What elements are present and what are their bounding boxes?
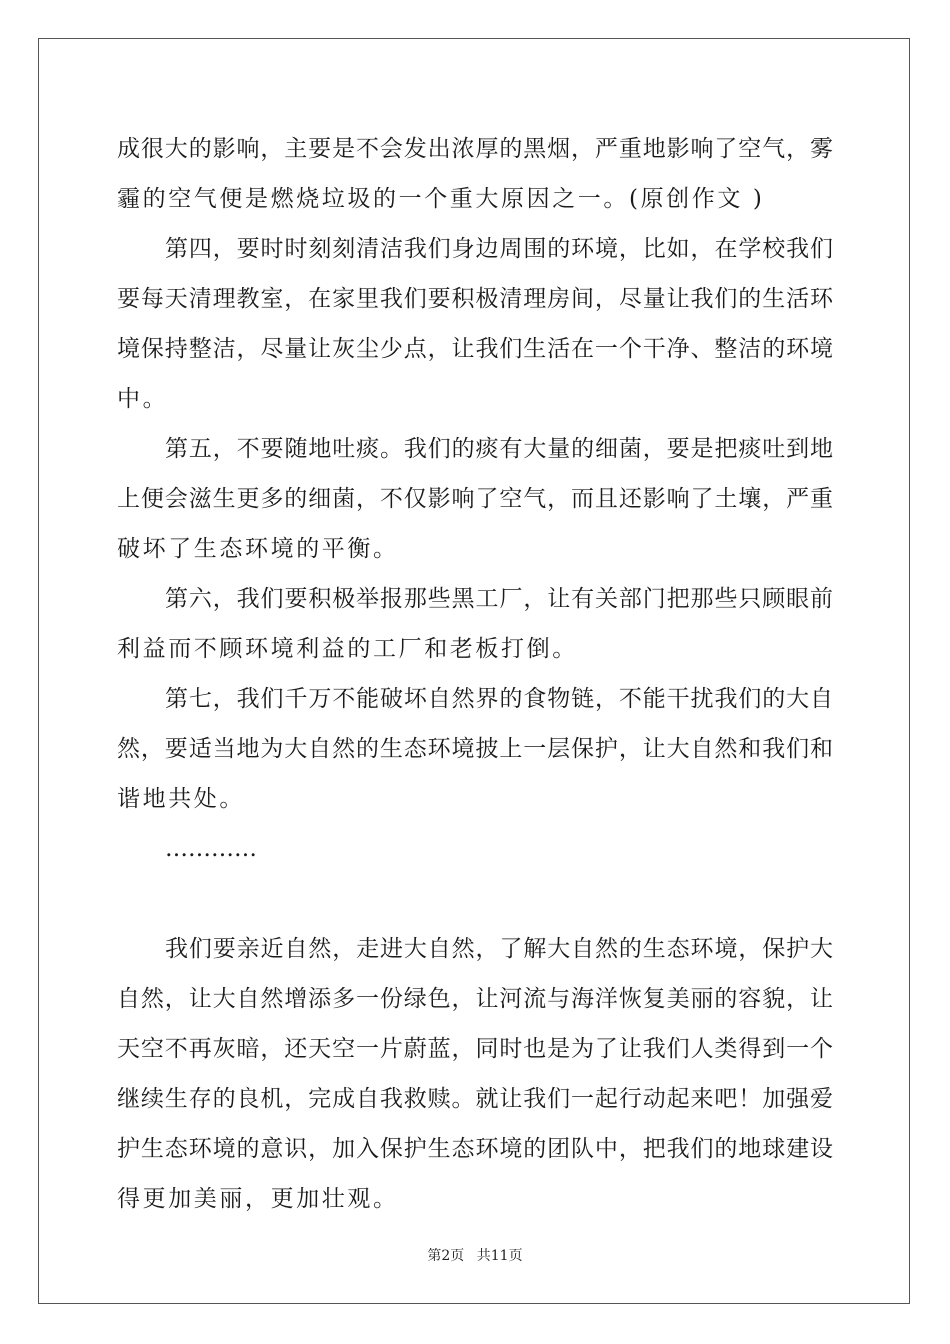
text-line: 霾的空气便是燃烧垃圾的一个重大原因之一。(原创作文 ) [117,186,765,212]
paragraph-start: 第七，我们千万不能破坏自然界的食物链，不能干扰我们的大自 [165,686,833,712]
paragraph-start: 第五，不要随地吐痰。我们的痰有大量的细菌，要是把痰吐到地 [165,436,833,462]
text-line: 然，要适当地为大自然的生态环境披上一层保护，让大自然和我们和 [117,736,833,762]
paragraph-start: 第四，要时时刻刻清洁我们身边周围的环境，比如，在学校我们 [165,236,833,262]
text-line: 谐地共处。 [117,786,245,812]
text-line: 破坏了生态环境的平衡。 [117,536,399,562]
paragraph-gap [117,874,833,924]
text-line: 自然，让大自然增添多一份绿色，让河流与海洋恢复美丽的容貌，让 [117,986,833,1012]
current-page-number: 第2页 [427,1248,465,1264]
ellipsis-separator: ………… [165,836,257,862]
text-line: 境保持整洁，尽量让灰尘少点，让我们生活在一个干净、整洁的环境 [117,336,833,362]
text-line: 得更加美丽，更加壮观。 [117,1186,399,1212]
text-line: 成很大的影响，主要是不会发出浓厚的黑烟，严重地影响了空气，雾 [117,136,833,162]
text-line: 中。 [117,386,169,412]
text-line: 护生态环境的意识，加入保护生态环境的团队中，把我们的地球建设 [117,1136,833,1162]
paragraph-start: 我们要亲近自然，走进大自然，了解大自然的生态环境，保护大 [165,936,833,962]
page-footer [0,1245,950,1265]
total-page-count: 共11页 [476,1248,523,1264]
text-line: 继续生存的良机，完成自我救赎。就让我们一起行动起来吧！加强爱 [117,1086,833,1112]
document-body [117,124,833,1224]
text-line: 天空不再灰暗，还天空一片蔚蓝，同时也是为了让我们人类得到一个 [117,1036,833,1062]
text-line: 利益而不顾环境利益的工厂和老板打倒。 [117,636,578,662]
paragraph-start: 第六，我们要积极举报那些黑工厂，让有关部门把那些只顾眼前 [165,586,833,612]
text-line: 要每天清理教室，在家里我们要积极清理房间，尽量让我们的生活环 [117,286,833,312]
text-line: 上便会滋生更多的细菌，不仅影响了空气，而且还影响了土壤，严重 [117,486,833,512]
